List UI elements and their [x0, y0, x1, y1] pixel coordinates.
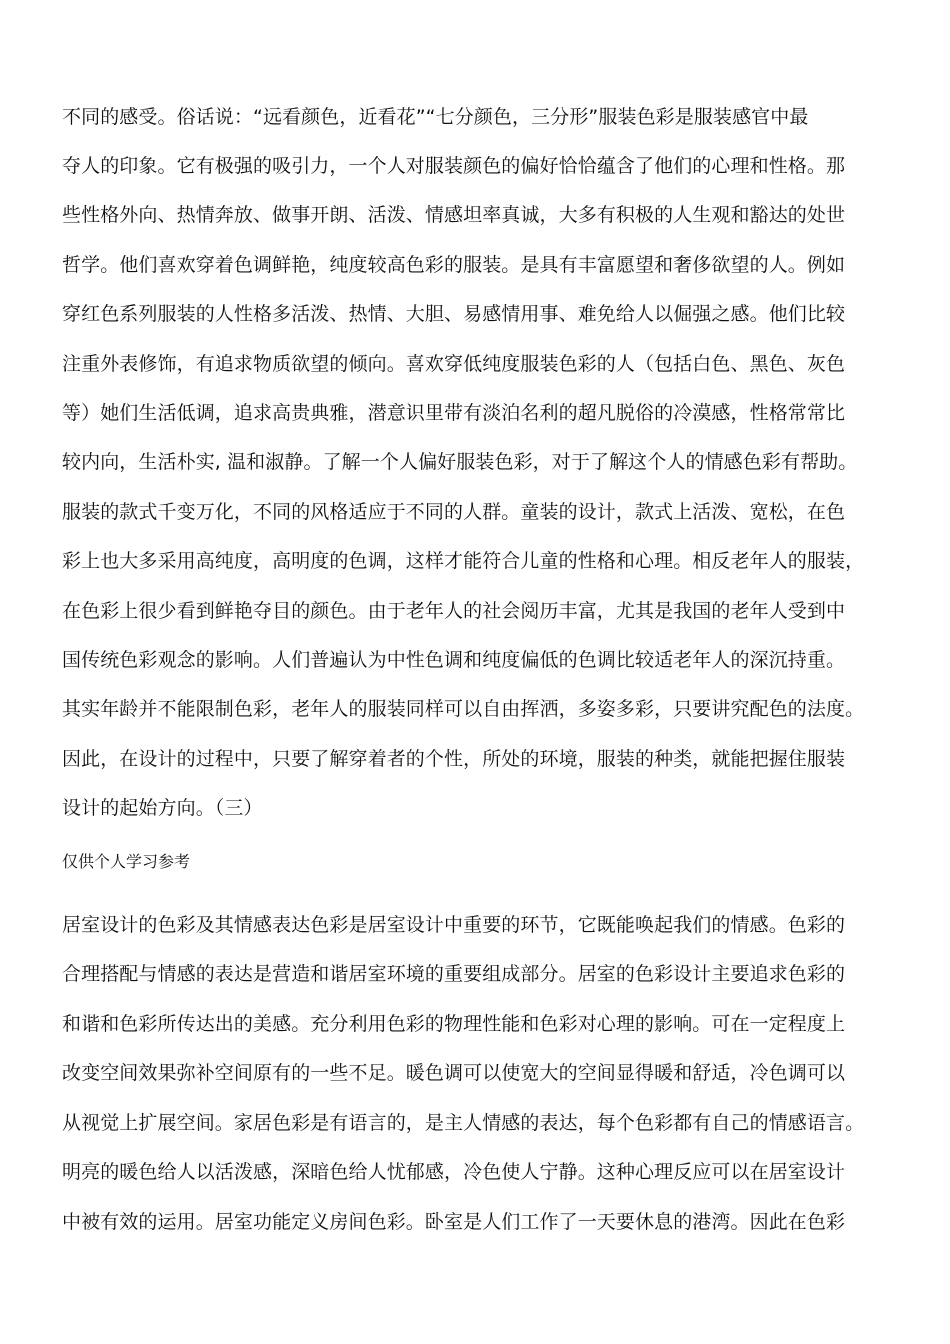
text-line: 些性格外向、热情奔放、做事开朗、活泼、情感坦率真诚，大多有积极的人生观和豁达的处世 [62, 204, 846, 226]
text-line: 国传统色彩观念的影响。人们普遍认为中性色调和纯度偏低的色调比较适老年人的深沉持重。 [62, 649, 846, 671]
text-line: 不同的感受。俗话说：“远看颜色，近看花”“七分颜色，三分形”服装色彩是服装感官中最 [62, 106, 809, 128]
text-line: 哲学。他们喜欢穿着色调鲜艳，纯度较高色彩的服装。是具有丰富愿望和奢侈欲望的人。例如 [62, 254, 846, 276]
text-line: 中被有效的运用。居室功能定义房间色彩。卧室是人们工作了一天要休息的港湾。因此在色彩 [62, 1211, 846, 1233]
text-line: 居室设计的色彩及其情感表达色彩是居室设计中重要的环节，它既能唤起我们的情感。色彩的 [62, 914, 846, 936]
text-line: 设计的起始方向。（三） [62, 797, 263, 819]
text-line: 较内向，生活朴实, 温和淑静。了解一个人偏好服装色彩，对于了解这个人的情感色彩有帮助。 [62, 451, 858, 473]
text-line: 等）她们生活低调，追求高贵典雅，潜意识里带有淡泊名利的超凡脱俗的冷漠感，性格常常比 [62, 402, 846, 424]
footer-note: 仅供个人学习参考 [62, 852, 191, 871]
text-line: 其实年龄并不能限制色彩，老年人的服装同样可以自由挥洒，多姿多彩，只要讲究配色的法度。 [62, 698, 865, 720]
text-line: 合理搭配与情感的表达是营造和谐居室环境的重要组成部分。居室的色彩设计主要追求色彩的 [62, 963, 846, 985]
text-line: 穿红色系列服装的人性格多活泼、热情、大胆、易感情用事、难免给人以倔强之感。他们比较 [62, 303, 846, 325]
text-line: 从视觉上扩展空间。家居色彩是有语言的，是主人情感的表达，每个色彩都有自己的情感语言。 [62, 1112, 865, 1134]
text-line: 明亮的暖色给人以活泼感，深暗色给人忧郁感，冷色使人宁静。这种心理反应可以在居室设计 [62, 1161, 846, 1183]
text-line: 夺人的印象。它有极强的吸引力，一个人对服装颜色的偏好恰恰蕴含了他们的心理和性格。那 [62, 155, 846, 177]
text-line: 改变空间效果弥补空间原有的一些不足。暖色调可以使宽大的空间显得暖和舒适，冷色调可以 [62, 1062, 846, 1084]
text-line: 在色彩上很少看到鲜艳夺目的颜色。由于老年人的社会阅历丰富，尤其是我国的老年人受到中 [62, 600, 846, 622]
text-line: 因此，在设计的过程中，只要了解穿着者的个性，所处的环境，服装的种类，就能把握住服装 [62, 748, 846, 770]
text-line: 彩上也大多采用高纯度，高明度的色调，这样才能符合儿童的性格和心理。相反老年人的服装， [62, 550, 865, 572]
text-line: 注重外表修饰，有追求物质欲望的倾向。喜欢穿低纯度服装色彩的人（包括白色、黑色、灰色 [62, 353, 846, 375]
text-line: 服装的款式千变万化，不同的风格适应于不同的人群。童装的设计，款式上活泼、宽松，在色 [62, 501, 846, 523]
text-line: 和谐和色彩所传达出的美感。充分利用色彩的物理性能和色彩对心理的影响。可在一定程度上 [62, 1013, 846, 1035]
